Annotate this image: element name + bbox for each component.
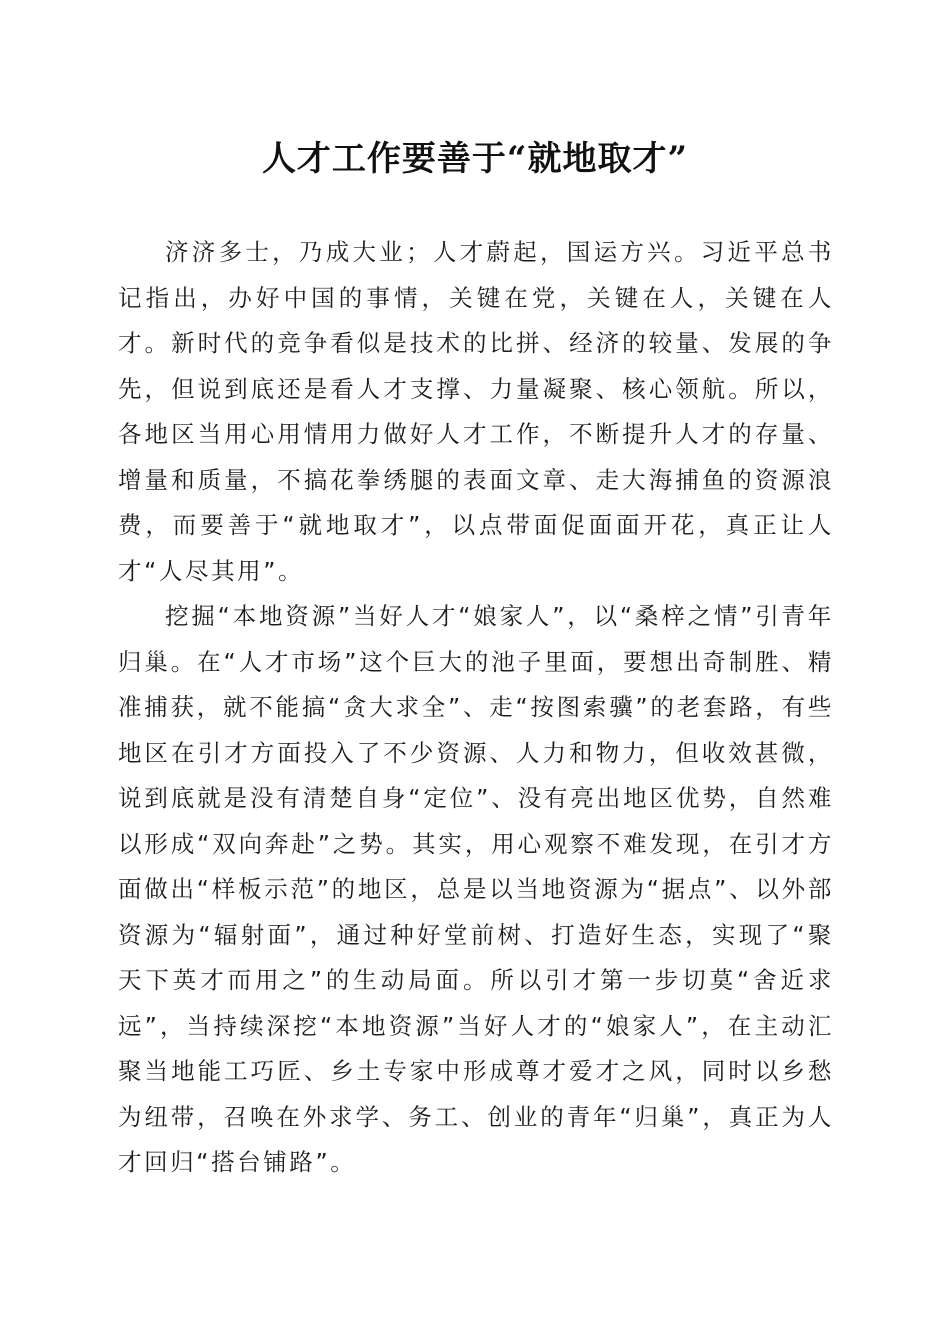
paragraph-2: 挖掘“本地资源”当好人才“娘家人”，以“桑梓之情”引青年归巢。在“人才市场”这个巨大的池子里面，要想出奇制胜、精准捕获，就不能搞“贪大求全”、走“按图索骥”的老套路，有些地区在引才方面投入了不少资源、人力和物力，但收效甚微，说到底就是没有清楚自身“定位”、没有亮出地区优势，自然难以形成“双向奔赴”之势。其实，用心观察不难发现，在引才方面做出“样板示范”的地区，总是以当地资源为“据点”、以外部资源为“辐射面”，通过种好堂前树、打造好生态，实现了“聚天下英才而用之”的生动局面。所以引才第一步切莫“舍近求远”，当持续深挖“本地资源”当好人才的“娘家人”，在主动汇聚当地能工巧匠、乡土专家中形成尊才爱才之风，同时以乡愁为纽带，召唤在外求学、务工、创业的青年“归巢”，真正为人才回归“搭台铺路”。: [118, 602, 834, 1176]
paragraph-1: 济济多士，乃成大业；人才蔚起，国运方兴。习近平总书记指出，办好中国的事情，关键在党，关键在人，关键在人才。新时代的竞争看似是技术的比拼、经济的较量、发展的争先，但说到底还是看人才支撑、力量凝聚、核心领航。所以，各地区当用心用情用力做好人才工作，不断提升人才的存量、增量和质量，不搞花拳绣腿的表面文章、走大海捕鱼的资源浪费，而要善于“就地取才”，以点带面促面面开花，真正让人才“人尽其用”。: [118, 238, 834, 585]
document-title: 人才工作要善于“就地取才”: [261, 139, 689, 179]
document-body: [118, 230, 834, 1186]
